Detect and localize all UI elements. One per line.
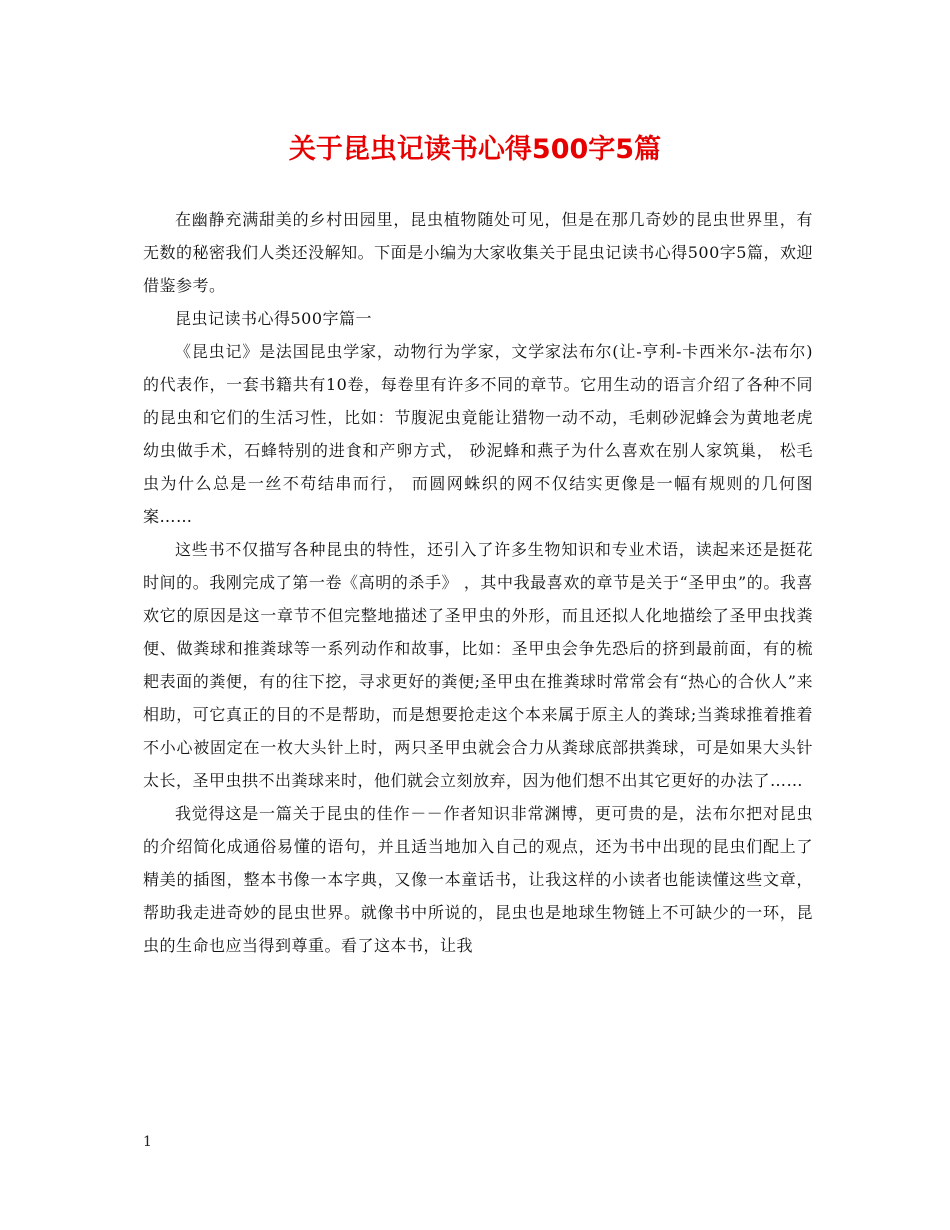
intro-paragraph: 在幽静充满甜美的乡村田园里，昆虫植物随处可见，但是在那几奇妙的昆虫世界里，有无数的秘密我们人类还没解知。下面是小编为大家收集关于昆虫记读书心得500字5篇，欢迎借鉴参考。 bbox=[143, 210, 813, 295]
document-title: 关于昆虫记读书心得500字5篇 bbox=[288, 134, 662, 165]
body-paragraph: 我觉得这是一篇关于昆虫的佳作－－作者知识非常渊博，更可贵的是，法布尔把对昆虫的介绍简化成通俗易懂的语句，并且适当地加入自己的观点，还为书中出现的昆虫们配上了精美的插图，整本书像一本字典，又像一本童话书，让我这样的小读者也能读懂这些文章，帮助我走进奇妙的昆虫世界。就像书中所说的，昆虫也是地球生物链上不可缺少的一环，昆虫的生命也应当得到尊重。看了这本书，让我 bbox=[143, 804, 813, 955]
page-number: 1 bbox=[143, 1134, 152, 1150]
document-body bbox=[143, 203, 813, 962]
section-heading: 昆虫记读书心得500字篇一 bbox=[175, 309, 373, 328]
body-paragraph: 这些书不仅描写各种昆虫的特性，还引入了许多生物知识和专业术语，读起来还是挺花时间的。我刚完成了第一卷《高明的杀手》 ，其中我最喜欢的章节是关于“圣甲虫”的。我喜欢它的原因是这一章节不但完整地描述了圣甲虫的外形，而且还拟人化地描绘了圣甲虫找粪便、做粪球和推粪球等一系列动作和故事，比如：圣甲虫会争先恐后的挤到最前面，有的梳耙表面的粪便，有的往下挖，寻求更好的粪便;圣甲虫在推粪球时常常会有“热心的合伙人”来相助，可它真正的目的不是帮助，而是想要抢走这个本来属于原主人的粪球;当粪球推着推着不小心被固定在一枚大头针上时，两只圣甲虫就会合力从粪球底部拱粪球，可是如果大头针太长，圣甲虫拱不出粪球来时，他们就会立刻放弃，因为他们想不出其它更好的办法了…… bbox=[143, 540, 813, 790]
body-paragraph: 《昆虫记》是法国昆虫学家，动物行为学家，文学家法布尔(让-亨利-卡西米尔-法布尔)的代表作，一套书籍共有10卷，每卷里有许多不同的章节。它用生动的语言介绍了各种不同的昆虫和它们的生活习性，比如：节腹泥虫竟能让猎物一动不动，毛刺砂泥蜂会为黄地老虎幼虫做手术，石蜂特别的进食和产卵方式， 砂泥蜂和燕子为什么喜欢在别人家筑巢， 松毛虫为什么总是一丝不苟结串而行， 而圆网蛛织的网不仅结实更像是一幅有规则的几何图案…… bbox=[143, 342, 813, 526]
